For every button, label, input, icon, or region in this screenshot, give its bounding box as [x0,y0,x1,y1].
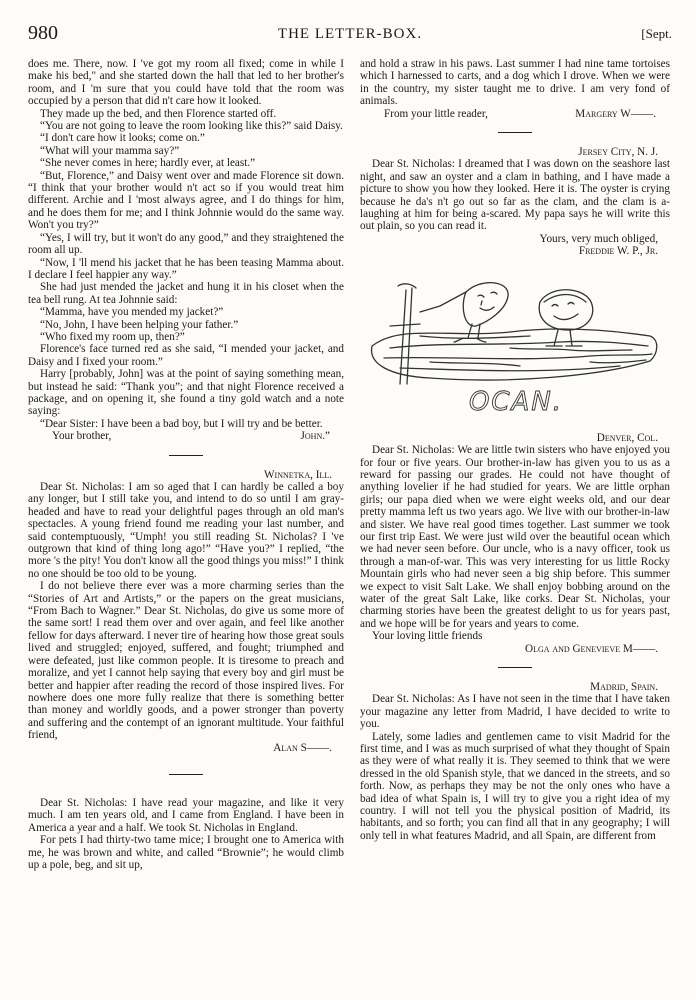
story-paragraph: “Yes, I will try, but it won't do any good,” and they straightened the room all up. [28,231,344,257]
signature-name: Margery W——. [575,107,656,120]
story-paragraph: “What will your mamma say?” [40,144,180,157]
letter-paragraph: Dear St. Nicholas: We are little twin sisters who have enjoyed you for four or five years. Our brother-in-law has given you to us as a reward for passing our grades. He could not have thought of anything lovelier if he had studied for years. We are little orphan girls; our papa died when we were eight weeks old, and our dear pretty mamma left us two years ago. We live with our brother-in-law and sister. We have real good times together. Last summer we took our first trip East. We were just wild over the beautiful ocean which we had never seen before. Our uncle, who is a navy officer, took us through a man-of-war. This was very interesting for us little Rocky Mountain girls who had never seen a big ship before. This summer we expect to visit Salt Lake. We shall enjoy bobbing around on the water of the great Salt Lake, like corks. Dear St. Nicholas, your charming stories have been the greatest delight to us for years past, and we hope will be for years and years to come. [360,444,670,630]
story-paragraph: “She never comes in here; hardly ever, at least.” [40,157,256,170]
letter-paragraph: Dear St. Nicholas: I am so aged that I can hardly be called a boy any longer, but I still take you, and intend to do so until I am gray-headed and have to read your delightful pages through an old man's spectacles. A young friend found me reading your last number, and said contemptuously, “Umph! you still reading St. Nicholas? I 've outgrown that kind of thing long ago!” “Have you?” I replied, “the more 's the pity! You don't know all the good things you miss!” I think no one should be too old to be young. [28,481,344,580]
letter-paragraph: Dear St. Nicholas: I have read your magazine, and like it very much. I am ten years old, and I came from England. I have been in America a year and a half. We took St. Nicholas in England. [28,796,344,834]
story-paragraph: “Mamma, have you mended my jacket?” [40,306,224,319]
page-header [28,22,672,48]
signature-closing: From your little reader, [384,107,488,120]
page-number: 980 [28,22,58,44]
section-divider [169,774,203,775]
story-paragraph: “Who fixed my room up, then?” [40,330,185,343]
story-paragraph: “Dear Sister: I have been a bad boy, but I will try and be better. [40,417,323,430]
section-divider [498,667,532,668]
section-divider [169,455,203,456]
signature-closing: Yours, very much obliged, [539,232,658,245]
story-paragraph: does me. There, now. I 've got my room all fixed; come in while I make his bed," and she started down the hall that led to her brother's room, and I 'm sure that you could have told that the room was occupied by a person that did n't care how it looked. [28,58,344,108]
signature-name: John.” [300,430,330,443]
signature-name: Olga and Genevieve M——. [525,642,658,655]
letter-paragraph: For pets I had thirty-two tame mice; I brought one to America with me, he was brown and white, and called “Brownie”; he would climb up a pole, beg, and sit up, [28,834,344,871]
letter-place: Winnetka, Ill. [264,468,332,481]
letter-place: Madrid, Spain. [590,681,658,693]
letter-paragraph: Lately, some ladies and gentlemen came to visit Madrid for the first time, and I was as much surprised of what they thought of Spain as they were of what really it is. They seemed to think that we were dressed in the old Spanish style, that we danced in the streets, and so forth. Now, as perhaps they may be not the only ones who have a bad idea of what Spain is, I will try to give you a right idea of my country. I will not tell you the physical position of Madrid, its habitants, and so forth; you can find all that in any geography; I will only tell in what features Madrid, and all Spain, are different from [360,730,670,842]
signature-name: Alan S——. [273,741,332,754]
letter-paragraph: Dear St. Nicholas: As I have not seen in the time that I have taken your magazine any letter from Madrid, I have decided to write to you. [360,693,670,731]
signature-line [360,108,670,120]
story-paragraph: Harry [probably, John] was at the point of saying something mean, but instead he said: “Thank you”; and that night Florence received a package, and on opening it, she found a tiny gold watch and a note saying: [28,368,344,418]
story-paragraph: She had just mended the jacket and hung it in his closet when the tea bell rung. At tea Johnnie said: [28,281,344,306]
child-drawing-oyster-and-clam [360,266,670,428]
signature-line [28,430,344,442]
story-paragraph: “Now, I 'll mend his jacket that he has been teasing Mamma about. I declare I feel happier any way.” [28,256,344,281]
signature-closing: Your brother, [52,430,112,443]
story-paragraph: Florence's face turned red as she said, “I mended your jacket, and Daisy and I fixed your room.” [28,343,344,368]
story-paragraph: “You are not going to leave the room looking like this?” said Daisy. [40,120,343,133]
drawing-caption: OCAN. [468,386,564,417]
signature-name: Freddie W. P., Jr. [578,245,658,258]
story-paragraph: “No, John, I have been helping your father.” [40,318,239,331]
section-divider [498,132,532,133]
letter-place: Jersey City, N. J. [578,146,658,159]
letter-paragraph: Dear St. Nicholas: I dreamed that I was down on the seashore last night, and saw an oyster and a clam in bathing, and I have made a picture to show you how they looked. Here it is. The oyster is crying because he da's n't go out so far as the clam, and the clam is a-laughing at him for being a-scared. My papa says he will write this out plain, so you can read it. [360,158,670,233]
left-column [28,58,344,871]
letter-paragraph: and hold a straw in his paws. Last summer I had nine tame tortoises which I harnessed to carts, and a dog which I drove. When we were in the country, my sister taught me to drive. I am very fond of animals. [360,58,670,108]
right-column [360,58,670,842]
story-paragraph: “I don't care how it looks; come on.” [40,132,205,145]
story-paragraph: They made up the bed, and then Florence started off. [40,107,277,120]
running-title: THE LETTER-BOX. [277,26,423,42]
issue-month: [Sept. [641,26,672,41]
story-paragraph: “But, Florence,” and Daisy went over and made Florence sit down. “I think that your brother would n't act so if you would treat him different. Archie and I 'most always agree, and I do things for him, and he does them for me; and I think Johnnie would do the same way. Won't you try?” [28,169,344,232]
letter-closing: Your loving little friends [372,630,483,643]
letter-place: Denver, Col. [596,431,658,444]
letter-paragraph: I do not believe there ever was a more charming series than the “Stories of Art and Artists,” or the papers on the great musicians, “From Bach to Wagner.” Dear St. Nicholas, do give us some more of the same sort! I read them over and over again, and feel like another fellow for days afterward. I never tire of hearing how those great souls lived and struggled; enjoyed, suffered, and fought; triumphed and were defeated, just like common people. It is tiresome to preach and moralize, and yet I cannot help saying that every boy and girl must be better and happier after reading the record of those inspired lives. For nowhere does one more fully realize that there is something better than money and worldly goods, and a power stronger than poverty and suffering and the contempt of an ignorant multitude. Your faithful friend, [28,580,344,742]
